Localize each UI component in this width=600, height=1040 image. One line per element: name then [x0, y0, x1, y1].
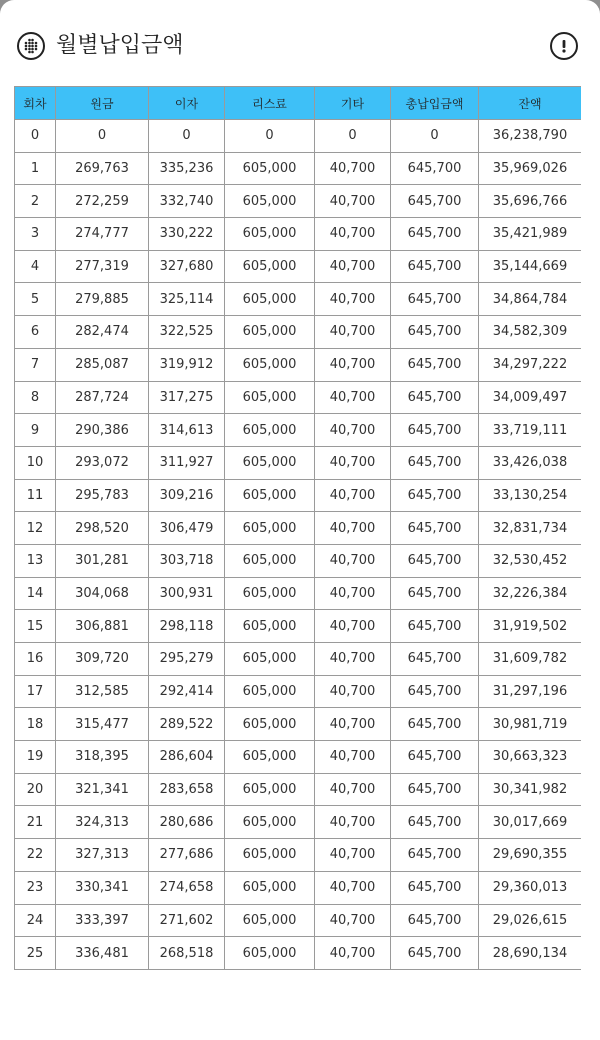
table-cell: 300,931 [149, 577, 225, 610]
table-cell: 40,700 [315, 806, 391, 839]
table-cell: 40,700 [315, 675, 391, 708]
table-cell: 21 [15, 806, 56, 839]
table-cell: 303,718 [149, 544, 225, 577]
table-cell: 40,700 [315, 839, 391, 872]
table-cell: 319,912 [149, 348, 225, 381]
table-cell: 605,000 [225, 806, 315, 839]
table-row [15, 185, 582, 218]
table-cell: 645,700 [391, 348, 479, 381]
payment-table [14, 86, 581, 970]
table-cell: 0 [315, 120, 391, 153]
table-cell: 31,297,196 [479, 675, 582, 708]
table-cell: 35,969,026 [479, 152, 582, 185]
table-cell: 298,520 [56, 512, 149, 545]
table-cell: 306,881 [56, 610, 149, 643]
table-cell: 285,087 [56, 348, 149, 381]
table-cell: 645,700 [391, 806, 479, 839]
table-cell: 40,700 [315, 479, 391, 512]
table-cell: 40,700 [315, 414, 391, 447]
table-cell: 17 [15, 675, 56, 708]
table-cell: 605,000 [225, 512, 315, 545]
table-cell: 24 [15, 904, 56, 937]
table-row [15, 577, 582, 610]
table-cell: 645,700 [391, 871, 479, 904]
table-cell: 34,582,309 [479, 316, 582, 349]
table-cell: 605,000 [225, 577, 315, 610]
table-cell: 645,700 [391, 185, 479, 218]
table-cell: 645,700 [391, 152, 479, 185]
table-cell: 274,777 [56, 218, 149, 251]
column-header: 원금 [56, 87, 149, 120]
table-cell: 272,259 [56, 185, 149, 218]
table-cell: 40,700 [315, 218, 391, 251]
table-cell: 317,275 [149, 381, 225, 414]
table-row [15, 381, 582, 414]
table-cell: 40,700 [315, 871, 391, 904]
table-cell: 293,072 [56, 446, 149, 479]
table-row [15, 414, 582, 447]
table-cell: 29,690,355 [479, 839, 582, 872]
table-cell: 268,518 [149, 937, 225, 970]
table-cell: 6 [15, 316, 56, 349]
table-row [15, 316, 582, 349]
table-cell: 605,000 [225, 414, 315, 447]
table-cell: 40,700 [315, 185, 391, 218]
table-cell: 29,026,615 [479, 904, 582, 937]
table-row [15, 937, 582, 970]
table-row [15, 675, 582, 708]
table-cell: 35,144,669 [479, 250, 582, 283]
table-cell: 605,000 [225, 381, 315, 414]
table-cell: 11 [15, 479, 56, 512]
table-row [15, 120, 582, 153]
table-cell: 605,000 [225, 348, 315, 381]
table-cell: 30,981,719 [479, 708, 582, 741]
table-cell: 36,238,790 [479, 120, 582, 153]
table-cell: 325,114 [149, 283, 225, 316]
table-cell: 324,313 [56, 806, 149, 839]
table-cell: 40,700 [315, 512, 391, 545]
table-cell: 0 [15, 120, 56, 153]
table-cell: 274,658 [149, 871, 225, 904]
table-cell: 645,700 [391, 904, 479, 937]
table-row [15, 152, 582, 185]
table-cell: 287,724 [56, 381, 149, 414]
table-cell: 332,740 [149, 185, 225, 218]
table-row [15, 871, 582, 904]
table-cell: 0 [56, 120, 149, 153]
table-row [15, 250, 582, 283]
table-cell: 306,479 [149, 512, 225, 545]
table-cell: 13 [15, 544, 56, 577]
table-cell: 40,700 [315, 643, 391, 676]
table-cell: 295,279 [149, 643, 225, 676]
table-cell: 605,000 [225, 250, 315, 283]
table-cell: 645,700 [391, 643, 479, 676]
table-cell: 290,386 [56, 414, 149, 447]
table-cell: 605,000 [225, 610, 315, 643]
table-cell: 645,700 [391, 741, 479, 774]
table-row [15, 283, 582, 316]
table-cell: 28,690,134 [479, 937, 582, 970]
table-cell: 315,477 [56, 708, 149, 741]
table-row [15, 708, 582, 741]
table-row [15, 643, 582, 676]
table-cell: 40,700 [315, 250, 391, 283]
table-cell: 327,680 [149, 250, 225, 283]
table-cell: 32,226,384 [479, 577, 582, 610]
table-cell: 277,686 [149, 839, 225, 872]
table-cell: 283,658 [149, 773, 225, 806]
table-cell: 645,700 [391, 446, 479, 479]
table-cell: 40,700 [315, 283, 391, 316]
table-cell: 40,700 [315, 348, 391, 381]
table-row [15, 839, 582, 872]
table-row [15, 741, 582, 774]
table-cell: 34,297,222 [479, 348, 582, 381]
table-cell: 605,000 [225, 708, 315, 741]
table-cell: 298,118 [149, 610, 225, 643]
table-cell: 321,341 [56, 773, 149, 806]
table-cell: 327,313 [56, 839, 149, 872]
table-row [15, 446, 582, 479]
table-cell: 277,319 [56, 250, 149, 283]
table-cell: 645,700 [391, 839, 479, 872]
header [0, 0, 600, 86]
table-cell: 35,696,766 [479, 185, 582, 218]
table-cell: 34,009,497 [479, 381, 582, 414]
table-cell: 2 [15, 185, 56, 218]
table-cell: 34,864,784 [479, 283, 582, 316]
table-cell: 25 [15, 937, 56, 970]
table-cell: 605,000 [225, 741, 315, 774]
column-header: 회차 [15, 87, 56, 120]
table-cell: 645,700 [391, 610, 479, 643]
table-cell: 19 [15, 741, 56, 774]
table-cell: 8 [15, 381, 56, 414]
table-cell: 645,700 [391, 773, 479, 806]
table-cell: 605,000 [225, 643, 315, 676]
table-cell: 18 [15, 708, 56, 741]
table-cell: 282,474 [56, 316, 149, 349]
table-cell: 292,414 [149, 675, 225, 708]
table-row [15, 544, 582, 577]
table-cell: 605,000 [225, 316, 315, 349]
payment-table-container[interactable] [14, 86, 581, 986]
table-cell: 15 [15, 610, 56, 643]
table-cell: 40,700 [315, 708, 391, 741]
table-header-row [15, 87, 582, 120]
table-cell: 286,604 [149, 741, 225, 774]
table-row [15, 348, 582, 381]
table-cell: 33,426,038 [479, 446, 582, 479]
table-cell: 645,700 [391, 675, 479, 708]
table-cell: 9 [15, 414, 56, 447]
table-cell: 0 [149, 120, 225, 153]
table-cell: 312,585 [56, 675, 149, 708]
table-cell: 330,341 [56, 871, 149, 904]
table-cell: 280,686 [149, 806, 225, 839]
table-cell: 20 [15, 773, 56, 806]
table-cell: 40,700 [315, 741, 391, 774]
table-cell: 23 [15, 871, 56, 904]
table-cell: 40,700 [315, 544, 391, 577]
table-cell: 40,700 [315, 937, 391, 970]
table-cell: 314,613 [149, 414, 225, 447]
column-header: 이자 [149, 87, 225, 120]
table-cell: 3 [15, 218, 56, 251]
table-cell: 32,530,452 [479, 544, 582, 577]
table-cell: 605,000 [225, 937, 315, 970]
table-row [15, 610, 582, 643]
table-cell: 16 [15, 643, 56, 676]
table-cell: 605,000 [225, 904, 315, 937]
grid-dots-icon[interactable] [17, 32, 45, 60]
table-cell: 5 [15, 283, 56, 316]
table-cell: 4 [15, 250, 56, 283]
table-cell: 30,341,982 [479, 773, 582, 806]
table-cell: 33,130,254 [479, 479, 582, 512]
table-row [15, 512, 582, 545]
table-cell: 605,000 [225, 871, 315, 904]
table-cell: 269,763 [56, 152, 149, 185]
table-cell: 645,700 [391, 283, 479, 316]
table-cell: 31,609,782 [479, 643, 582, 676]
table-cell: 335,236 [149, 152, 225, 185]
table-cell: 645,700 [391, 937, 479, 970]
table-cell: 318,395 [56, 741, 149, 774]
table-cell: 29,360,013 [479, 871, 582, 904]
table-row [15, 806, 582, 839]
info-exclamation-icon[interactable] [550, 32, 578, 60]
table-cell: 40,700 [315, 446, 391, 479]
table-cell: 605,000 [225, 675, 315, 708]
table-cell: 605,000 [225, 446, 315, 479]
table-cell: 279,885 [56, 283, 149, 316]
table-cell: 311,927 [149, 446, 225, 479]
table-cell: 31,919,502 [479, 610, 582, 643]
table-cell: 605,000 [225, 773, 315, 806]
table-cell: 304,068 [56, 577, 149, 610]
table-cell: 30,663,323 [479, 741, 582, 774]
table-cell: 40,700 [315, 773, 391, 806]
table-cell: 40,700 [315, 316, 391, 349]
table-cell: 289,522 [149, 708, 225, 741]
table-row [15, 904, 582, 937]
table-cell: 10 [15, 446, 56, 479]
table-cell: 645,700 [391, 512, 479, 545]
table-cell: 0 [391, 120, 479, 153]
table-row [15, 479, 582, 512]
table-cell: 605,000 [225, 544, 315, 577]
table-cell: 14 [15, 577, 56, 610]
table-cell: 30,017,669 [479, 806, 582, 839]
column-header: 기타 [315, 87, 391, 120]
table-cell: 605,000 [225, 283, 315, 316]
table-cell: 271,602 [149, 904, 225, 937]
table-cell: 645,700 [391, 544, 479, 577]
table-cell: 605,000 [225, 479, 315, 512]
exclamation-glyph [556, 38, 572, 54]
table-cell: 40,700 [315, 152, 391, 185]
table-cell: 301,281 [56, 544, 149, 577]
table-row [15, 773, 582, 806]
table-cell: 33,719,111 [479, 414, 582, 447]
table-cell: 22 [15, 839, 56, 872]
table-cell: 322,525 [149, 316, 225, 349]
table-cell: 605,000 [225, 218, 315, 251]
table-cell: 645,700 [391, 577, 479, 610]
table-cell: 645,700 [391, 218, 479, 251]
table-cell: 605,000 [225, 185, 315, 218]
column-header: 리스료 [225, 87, 315, 120]
table-cell: 645,700 [391, 414, 479, 447]
table-cell: 7 [15, 348, 56, 381]
column-header: 잔액 [479, 87, 582, 120]
grid-dots-glyph [23, 38, 39, 54]
table-cell: 605,000 [225, 839, 315, 872]
table-cell: 1 [15, 152, 56, 185]
table-cell: 35,421,989 [479, 218, 582, 251]
table-body [15, 120, 582, 970]
page-title: 월별납입금액 [56, 33, 184, 58]
column-header: 총납입금액 [391, 87, 479, 120]
table-cell: 333,397 [56, 904, 149, 937]
table-cell: 605,000 [225, 152, 315, 185]
table-cell: 40,700 [315, 577, 391, 610]
table-row [15, 218, 582, 251]
table-cell: 645,700 [391, 479, 479, 512]
table-cell: 40,700 [315, 904, 391, 937]
table-cell: 645,700 [391, 316, 479, 349]
table-cell: 12 [15, 512, 56, 545]
table-cell: 645,700 [391, 250, 479, 283]
table-cell: 309,216 [149, 479, 225, 512]
table-cell: 336,481 [56, 937, 149, 970]
table-cell: 295,783 [56, 479, 149, 512]
table-cell: 330,222 [149, 218, 225, 251]
table-cell: 40,700 [315, 610, 391, 643]
table-cell: 645,700 [391, 381, 479, 414]
table-cell: 32,831,734 [479, 512, 582, 545]
table-cell: 40,700 [315, 381, 391, 414]
table-cell: 0 [225, 120, 315, 153]
table-cell: 645,700 [391, 708, 479, 741]
table-cell: 309,720 [56, 643, 149, 676]
